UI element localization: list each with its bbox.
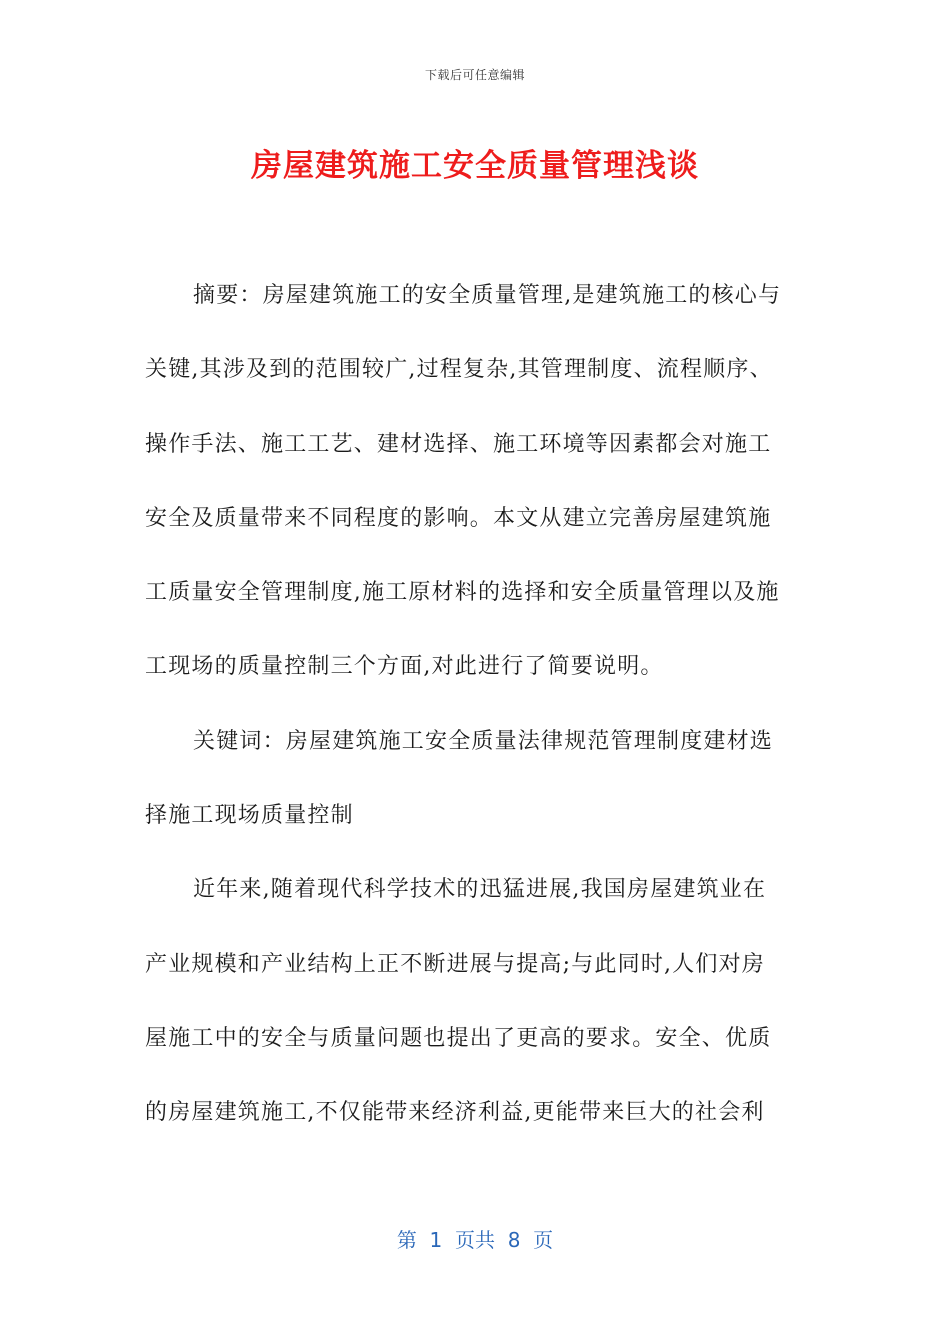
intro-line: 屋施工中的安全与质量问题也提出了更高的要求。安全、优质 — [145, 1025, 772, 1051]
page-number-footer: 第 1 页共 8 页 — [396, 1228, 554, 1252]
abstract-line: 操作手法、施工工艺、建材选择、施工环境等因素都会对施工 — [145, 431, 772, 457]
intro-line: 产业规模和产业结构上正不断进展与提高;与此同时,人们对房 — [145, 951, 766, 977]
header-note: 下载后可任意编辑 — [424, 68, 525, 82]
document-body — [145, 270, 805, 1162]
abstract-line: 关键,其涉及到的范围较广,过程复杂,其管理制度、流程顺序、 — [145, 357, 773, 383]
intro-line: 的房屋建筑施工,不仅能带来经济利益,更能带来巨大的社会利 — [145, 1100, 765, 1126]
keywords-line: 关键词：房屋建筑施工安全质量法律规范管理制度建材选 — [193, 728, 774, 754]
abstract-line: 安全及质量带来不同程度的影响。本文从建立完善房屋建筑施 — [145, 505, 772, 531]
intro-line: 近年来,随着现代科学技术的迅猛进展,我国房屋建筑业在 — [193, 877, 767, 903]
abstract-line: 摘要：房屋建筑施工的安全质量管理,是建筑施工的核心与 — [193, 283, 782, 308]
abstract-line: 工质量安全管理制度,施工原材料的选择和安全质量管理以及施 — [145, 580, 780, 606]
abstract-line: 工现场的质量控制三个方面,对此进行了简要说明。 — [145, 654, 664, 680]
document-title: 房屋建筑施工安全质量管理浅谈 — [251, 148, 699, 184]
keywords-line: 择施工现场质量控制 — [145, 803, 354, 829]
